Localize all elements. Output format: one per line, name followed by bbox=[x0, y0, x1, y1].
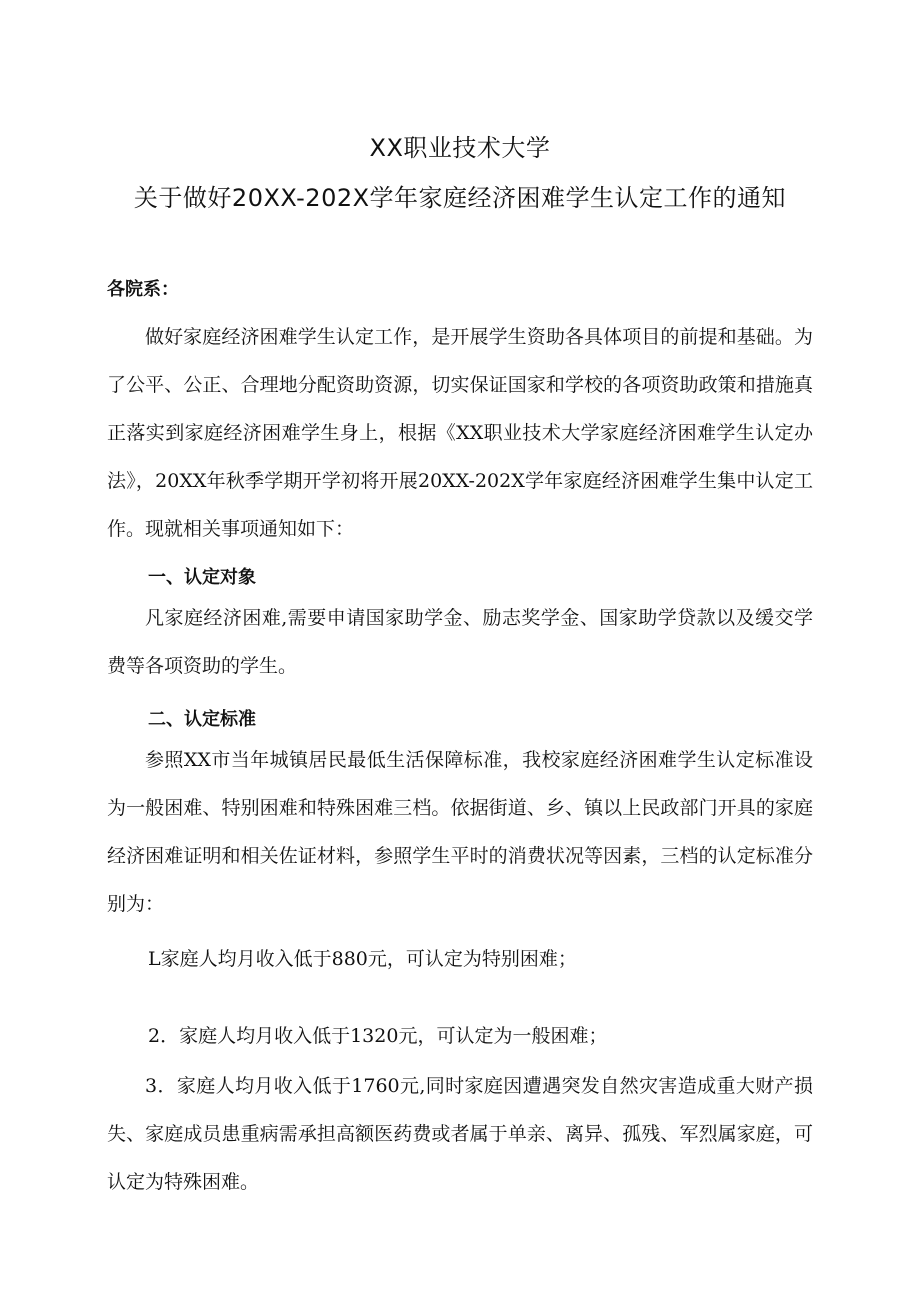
section-heading-standard: 二、认定标准 bbox=[148, 709, 256, 730]
section-standard-paragraph: 参照XX市当年城镇居民最低生活保障标准，我校家庭经济困难学生认定标准设为一般困难、特别困难和特殊困难三档。依据街道、乡、镇以上民政部门开具的家庭经济困难证明和相关佐证材料，参照学生平时的消费状况等因素，三档的认定标准分别为： bbox=[107, 749, 813, 915]
intro-paragraph: 做好家庭经济困难学生认定工作，是开展学生资助各具体项目的前提和基础。为了公平、公正、合理地分配资助资源，切实保证国家和学校的各项资助政策和措施真正落实到家庭经济困难学生身上，根据《XX职业技术大学家庭经济困难学生认定办法》，20XX年秋季学期开学初将开展20XX-202X学年家庭经济困难学生集中认定工作。现就相关事项通知如下： bbox=[107, 326, 813, 540]
standard-item-2: 2．家庭人均月收入低于1320元，可认定为一般困难； bbox=[148, 1025, 608, 1047]
standard-item-3: 3．家庭人均月收入低于1760元,同时家庭因遭遇突发自然灾害造成重大财产损失、家庭成员患重病需承担高额医药费或者属于单亲、离异、孤残、军烈属家庭，可认定为特殊困难。 bbox=[107, 1075, 813, 1193]
salutation: 各院系： bbox=[107, 279, 179, 300]
section-heading-target: 一、认定对象 bbox=[148, 567, 256, 588]
document-title-notice: 关于做好20XX-202X学年家庭经济困难学生认定工作的通知 bbox=[133, 184, 787, 212]
document-title-school: XX职业技术大学 bbox=[369, 134, 551, 162]
section-target-paragraph: 凡家庭经济困难,需要申请国家助学金、励志奖学金、国家助学贷款以及缓交学费等各项资助的学生。 bbox=[107, 607, 813, 677]
standard-item-1: L家庭人均月收入低于880元，可认定为特别困难； bbox=[148, 948, 577, 970]
